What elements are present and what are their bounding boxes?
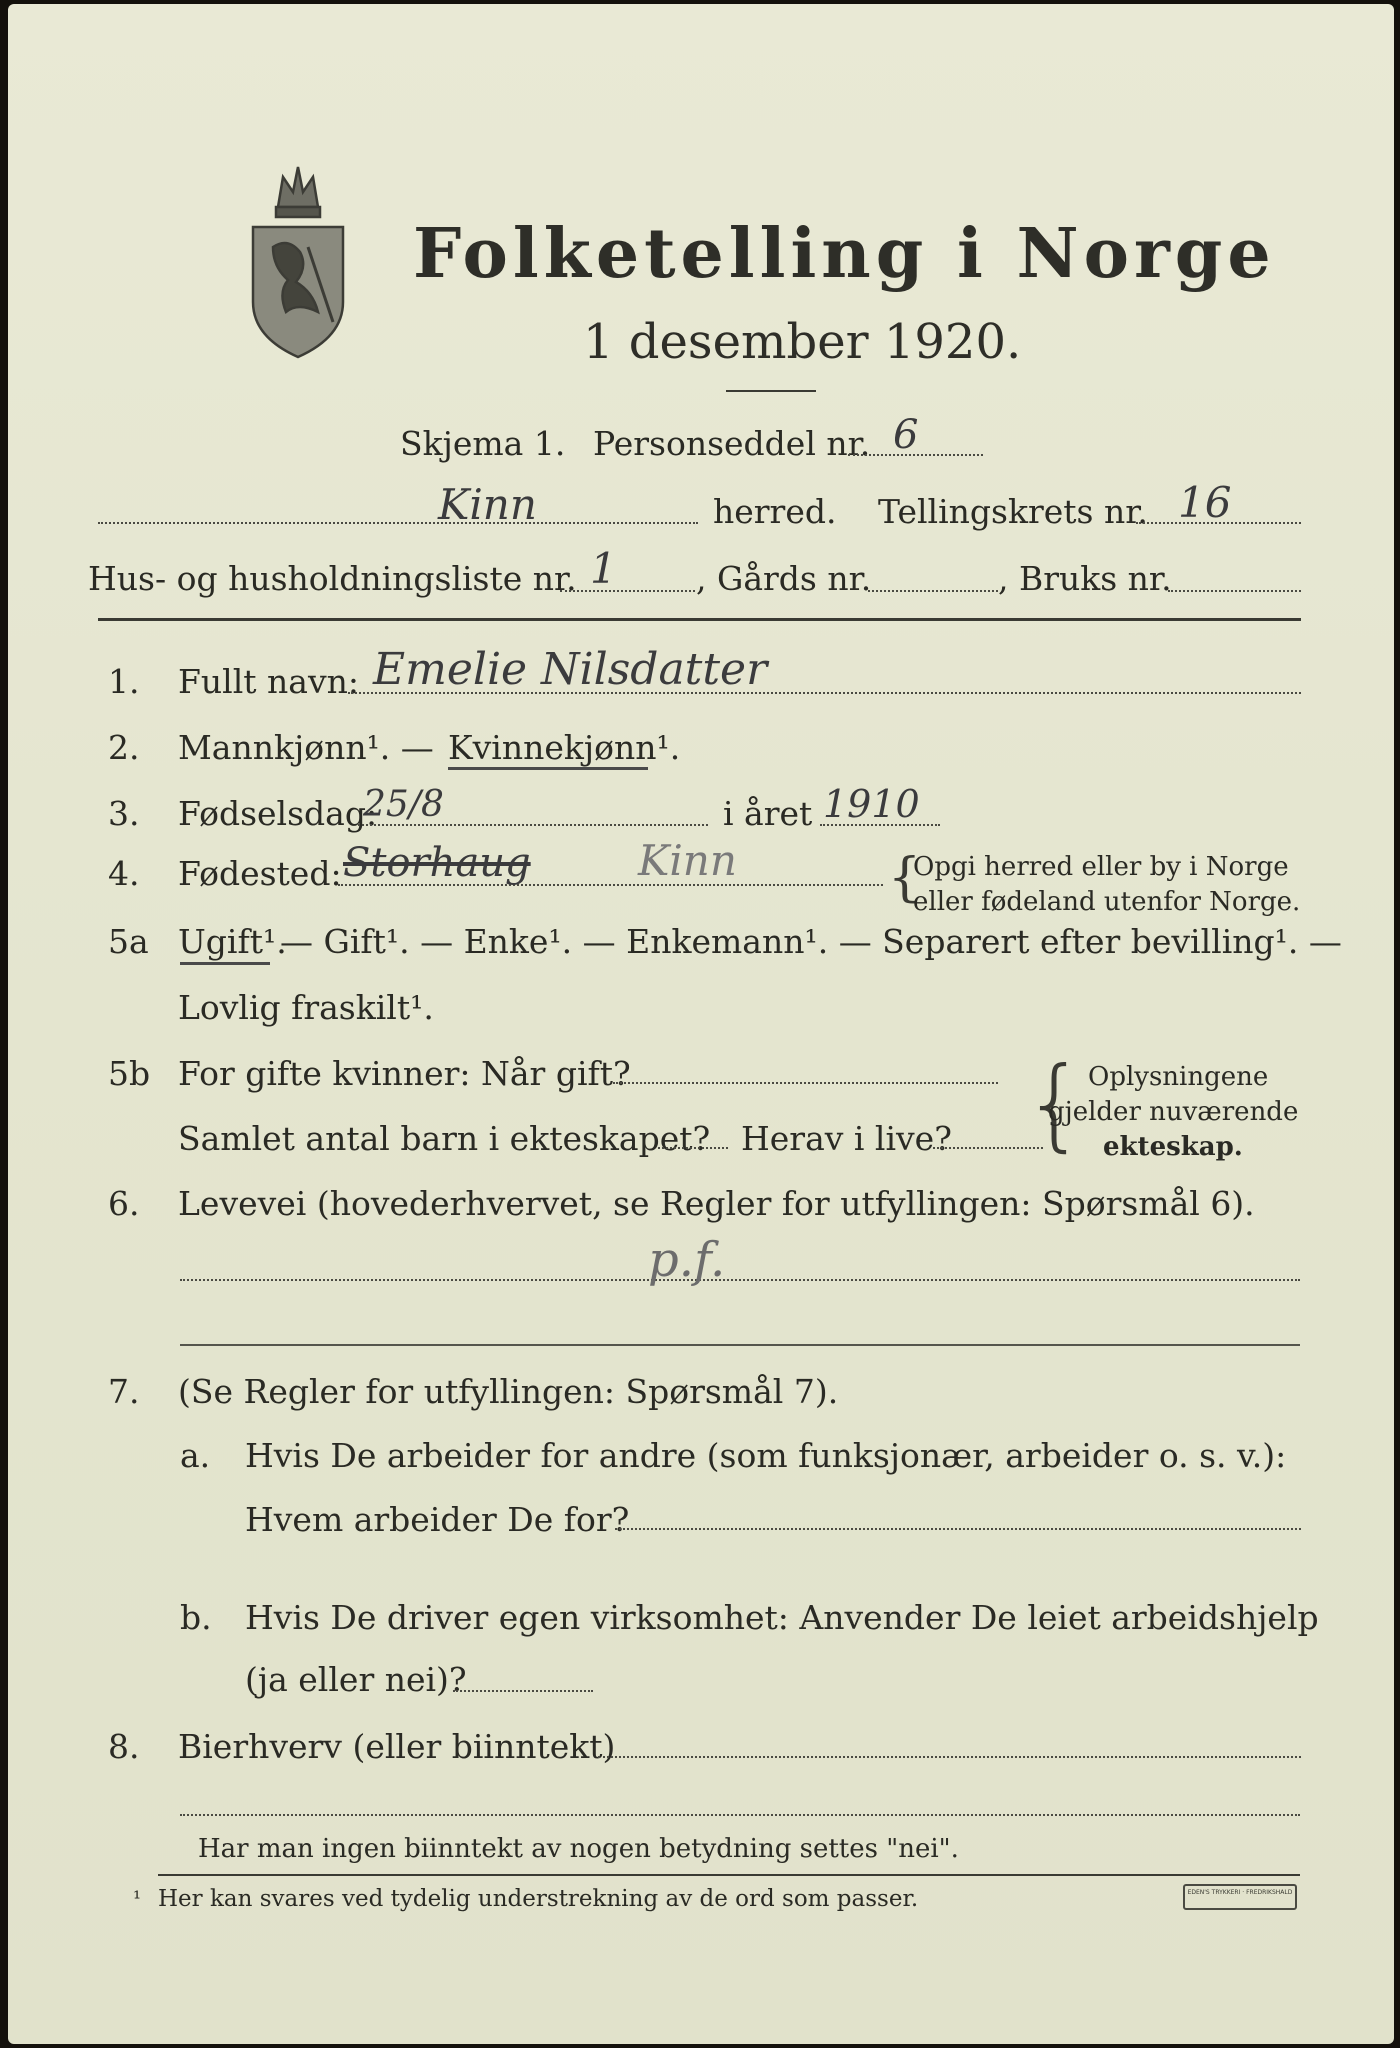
q7-number: 7.: [108, 1372, 140, 1411]
q1-label: Fullt navn:: [178, 662, 359, 701]
q7b-line2: (ja eller nei)?: [245, 1660, 467, 1699]
printer-stamp: [1183, 1884, 1297, 1910]
birthplace-note-brace: {: [888, 848, 922, 908]
footnote-text: Her kan svares ved tydelig understrekning av de ord som passer.: [158, 1886, 919, 1912]
birthday-value[interactable]: 25/8: [363, 784, 444, 825]
gards-label: , Gårds nr.: [696, 559, 872, 598]
q8-number: 8.: [108, 1727, 140, 1766]
husholdningsliste-number[interactable]: 1: [590, 544, 617, 593]
personseddel-number[interactable]: 6: [893, 412, 919, 458]
herred-value[interactable]: Kinn: [438, 480, 537, 529]
footer-divider: [158, 1874, 1300, 1876]
full-name-value[interactable]: Emelie Nilsdatter: [373, 644, 768, 695]
husholdningsliste-label: Hus- og husholdningsliste nr.: [88, 559, 577, 598]
levevei-value[interactable]: p.f.: [648, 1232, 726, 1288]
birth-year-value[interactable]: 1910: [823, 782, 920, 826]
kvinnekjonn-option[interactable]: Kvinnekjønn¹.: [448, 728, 681, 767]
form-title: Folketelling i Norge: [413, 214, 1276, 294]
q7a-line1: Hvis De arbeider for andre (som funksjonær, arbeider o. s. v.):: [245, 1436, 1287, 1475]
q7a-line2: Hvem arbeider De for?: [245, 1500, 630, 1539]
q7b-letter: b.: [180, 1598, 212, 1637]
tellingskrets-number[interactable]: 16: [1178, 478, 1232, 527]
ekteskap-note-brace: {: [1023, 1045, 1087, 1162]
ekteskap-note-line2: gjelder nuværende: [1048, 1097, 1299, 1127]
aaret-label: i året: [723, 794, 813, 833]
section-divider: [98, 618, 1301, 621]
printer-stamp-text: EDEN'S TRYKKERI · FREDRIKSHALD: [1187, 1889, 1293, 1896]
census-form-page: [8, 4, 1394, 2044]
civil-status-options[interactable]: — Gift¹. — Enke¹. — Enkemann¹. — Separert efter bevilling¹. —: [280, 922, 1342, 961]
title-divider: [726, 390, 816, 392]
ugift-option[interactable]: Ugift¹.: [178, 922, 287, 961]
census-date: 1 desember 1920.: [583, 314, 1022, 370]
q2-number: 2.: [108, 728, 140, 767]
antal-barn-label: Samlet antal barn i ekteskapet?: [178, 1119, 711, 1158]
q8-label: Bierhverv (eller biinntekt): [178, 1727, 616, 1766]
naar-gift-label: For gifte kvinner: Når gift?: [178, 1054, 631, 1093]
q6-label: Levevei (hovederhvervet, se Regler for utfyllingen: Spørsmål 6).: [178, 1184, 1255, 1223]
personseddel-label: Personseddel nr.: [593, 424, 871, 463]
herav-i-live-label: Herav i live?: [741, 1119, 952, 1158]
skjema-label: Skjema 1.: [400, 424, 566, 463]
q1-number: 1.: [108, 662, 140, 701]
q3-label: Fødselsdag:: [178, 794, 378, 833]
q7a-letter: a.: [180, 1436, 211, 1475]
ugift-underline: [180, 962, 270, 965]
lovlig-fraskilt-option[interactable]: Lovlig fraskilt¹.: [178, 988, 434, 1027]
q5a-number: 5a: [108, 922, 149, 961]
birthplace-value[interactable]: Kinn: [638, 836, 737, 885]
mannkjonn-option[interactable]: Mannkjønn¹. —: [178, 728, 434, 767]
q6-extra-line: [180, 1344, 1300, 1346]
birthplace-note-line2: eller fødeland utenfor Norge.: [913, 887, 1301, 917]
tellingskrets-label: Tellingskrets nr.: [878, 492, 1148, 531]
footnote-mark: ¹: [133, 1886, 142, 1910]
bruks-label: , Bruks nr.: [998, 559, 1172, 598]
q4-label: Fødested:: [178, 854, 342, 893]
q7b-line1: Hvis De driver egen virksomhet: Anvender De leiet arbeidshjelp: [245, 1598, 1319, 1637]
q3-number: 3.: [108, 794, 140, 833]
q6-number: 6.: [108, 1184, 140, 1223]
q7-label: (Se Regler for utfyllingen: Spørsmål 7).: [178, 1372, 839, 1411]
norway-coat-of-arms-icon: [238, 152, 358, 362]
q5b-number: 5b: [108, 1054, 151, 1093]
ekteskap-note-line1: Oplysningene: [1088, 1062, 1269, 1092]
ekteskap-note-line3: ekteskap.: [1103, 1132, 1243, 1162]
birthplace-struck-value[interactable]: Storhaug: [343, 840, 531, 886]
kvinnekjonn-underline: [448, 767, 648, 770]
birthplace-note-line1: Opgi herred eller by i Norge: [913, 852, 1289, 882]
herred-label: herred.: [713, 492, 837, 531]
q4-number: 4.: [108, 854, 140, 893]
q8-note: Har man ingen biinntekt av nogen betydning settes "nei".: [198, 1834, 959, 1864]
